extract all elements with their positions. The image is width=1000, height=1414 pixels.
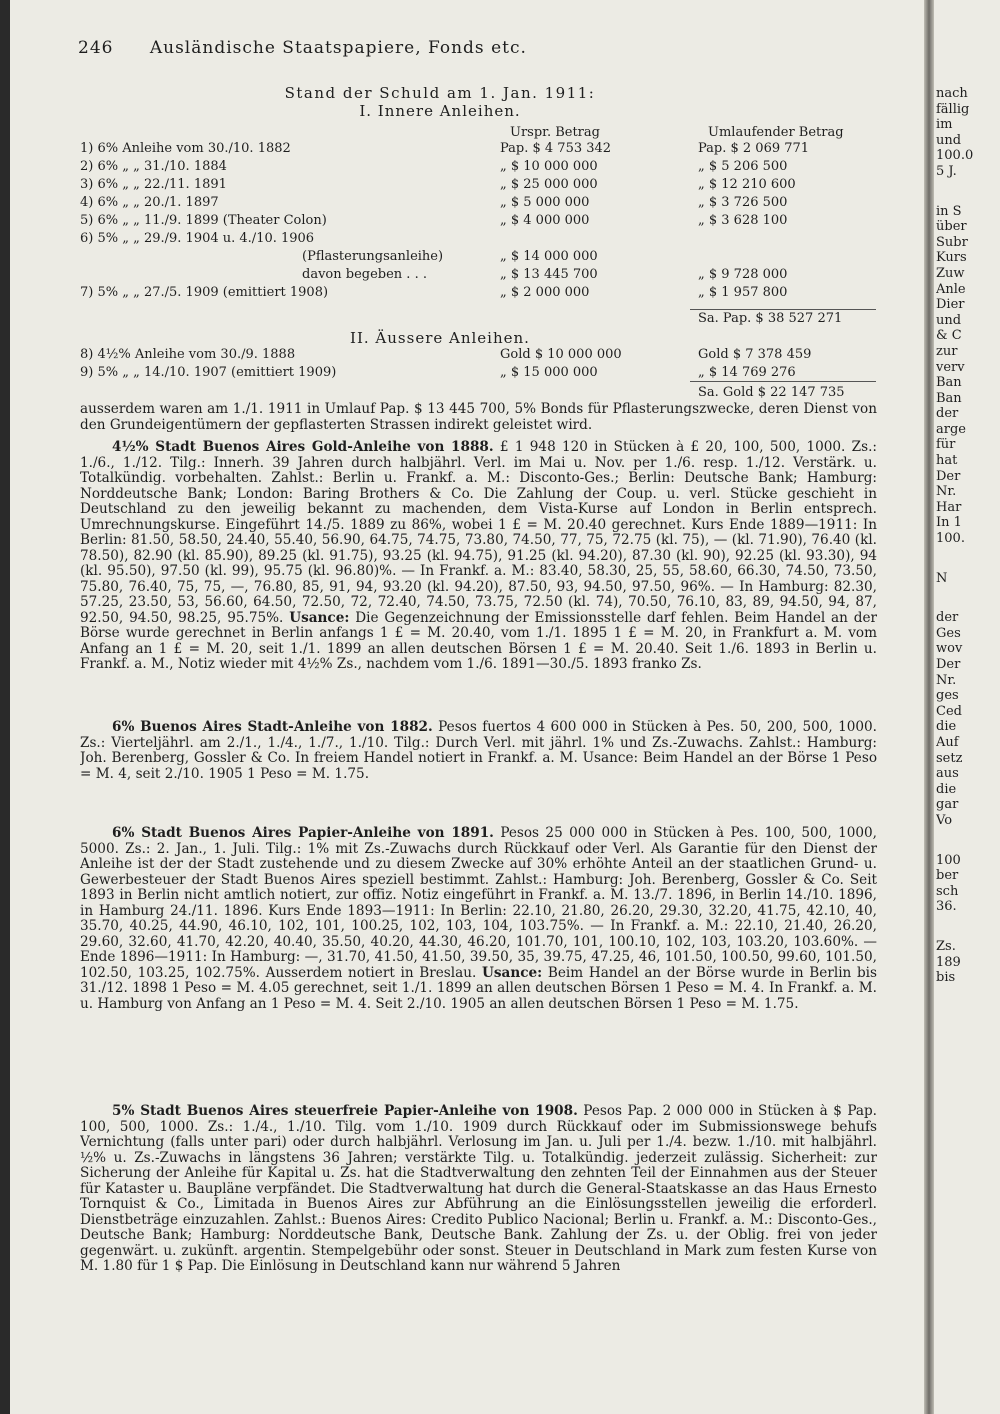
loan-description: 4) 6% „ „ 20./1. 1897 (80, 195, 219, 210)
loan-description: (Pflasterungsanleihe) (302, 249, 444, 264)
original-amount: „ $ 13 445 700 (500, 267, 598, 282)
usance-text: Die Gegenzeichnung der Emissionsstelle darf fehlen. Beim Handel an der Börse wurde gerechnet in Berlin anfangs 1 £ = M. 20.40, vom 1./1. 1895 1 £ = M. 20, in Frankfurt a. M. vom Anfang an 1 £ = M. 20, seit 1./1. 1899 an allen deutschen Börsen 1 £ = M. 20.40. Seit 1./6. 1893 in Berlin u. Frankf. a. M., Notiz wieder mit 4½% Zs., nachdem vom 1./6. 1891—30./5. 1893 franko Zs. (80, 609, 877, 672)
margin-fragment: Ban (936, 390, 962, 406)
margin-fragment: Nr. (936, 672, 957, 688)
margin-fragment: 36. (936, 899, 957, 915)
original-amount: „ $ 25 000 000 (500, 177, 598, 192)
margin-fragment: Subr (936, 234, 968, 250)
city-loan-1882-entry (80, 720, 877, 814)
margin-fragment: 100.0 (936, 148, 974, 164)
usance-text: Beim Handel an der Börse wurde in Berlin bis 31./12. 1898 1 Peso = M. 4.05 gerechnet, seit 1./1. 1899 an allen deutschen Börsen 1 Peso = M. 4. In Frankf. a. M. u. Hamburg von Anfang an 1 Peso = M. 4. Seit 2./10. 1905 an allen deutschen Börsen 1 Peso = M. 1.75. (80, 964, 877, 1012)
book-gutter (924, 0, 934, 1414)
usance-label: Usance: (289, 609, 350, 626)
margin-fragment: ges (936, 688, 959, 704)
margin-fragment: verv (936, 359, 965, 375)
sum-rule (690, 309, 876, 310)
section-outer-loans: II. Äussere Anleihen. (350, 329, 530, 347)
margin-fragment: aus (936, 766, 959, 782)
margin-fragment: die (936, 781, 957, 797)
margin-fragment: der (936, 406, 959, 422)
margin-fragment: und (936, 312, 962, 328)
gold-loan-1888-entry (80, 440, 877, 704)
margin-fragment: der (936, 610, 959, 626)
page-number: 246 (78, 38, 114, 58)
column-header-original: Urspr. Betrag (510, 125, 600, 140)
margin-fragment: die (936, 719, 957, 735)
margin-fragment: Zuw (936, 265, 965, 281)
margin-fragment: N (936, 570, 948, 586)
outstanding-amount: Pap. $ 2 069 771 (698, 141, 810, 156)
margin-fragment: über (936, 219, 967, 235)
loan-description: 1) 6% Anleihe vom 30./10. 1882 (80, 141, 291, 156)
debt-status-heading: Stand der Schuld am 1. Jan. 1911: (284, 84, 596, 102)
outstanding-amount: „ $ 3 628 100 (698, 213, 788, 228)
original-amount: „ $ 14 000 000 (500, 249, 598, 264)
margin-fragment (936, 180, 1000, 204)
margin-fragment: Anle (936, 281, 966, 297)
outstanding-amount: „ $ 3 726 500 (698, 195, 788, 210)
margin-fragment (936, 915, 1000, 939)
loan-description: 8) 4½% Anleihe vom 30./9. 1888 (80, 347, 296, 362)
margin-fragment: setz (936, 750, 963, 766)
margin-fragment: Zs. (936, 938, 956, 954)
margin-fragment: im (936, 117, 953, 133)
tax-free-loan-1908-entry (80, 1104, 877, 1368)
column-header-outstanding: Umlaufender Betrag (708, 125, 844, 140)
margin-fragment: 5 J. (936, 163, 957, 179)
outstanding-amount: „ $ 5 206 500 (698, 159, 788, 174)
sum-rule-2 (690, 381, 876, 382)
margin-fragment (936, 829, 1000, 853)
entry-text: Pesos 25 000 000 in Stücken à Pes. 100, 500, 1000, 5000. Zs.: 2. Jan., 1. Juli. Tilg.: 1% mit Zs.-Zuwachs durch Rückkauf oder Verl. Als Garantie für den Dienst der Anleihe ist der der Stadt zustehende und zu diesem Zwecke auf 30% erhöhte Anteil an der staatlichen Grund- u. Gewerbesteuer der Stadt Buenos Aires speziell bestimmt. Zahlst.: Hamburg: Joh. Berenberg, Gossler & Co. Seit 1893 in Berlin nicht amtlich notiert, zur offiz. Notiz eingeführt in Frankf. a. M. 13./7. 1896, in Berlin 14./10. 1896, in Hamburg 24./11. 1896. Kurs Ende 1893—1911: In Berlin: 22.10, 21.80, 26.20, 29.30, 32.20, 41.75, 42.10, 40, 35.70, 40.25, 44.90, 46.10, 102, 101, 100.25, 102, 103, 104, 103.75%. — In Frankf. a. M.: 22.10, 21.40, 26.20, 29.60, 32.60, 41.70, 42.20, 40.40, 35.50, 40.20, 44.30, 46.20, 101.70, 101, 100.10, 102, 103, 103.20, 103.60%. — Ende 1896—1911: In Hamburg: —, 31.70, 41.50, 41.50, 39.50, 35, 39.75, 47.25, 46, 101.50, 100.50, 99.60, 101.50, 102.50, 103.25, 102.75%. Ausserdem notiert in Breslau. (80, 826, 877, 981)
page-header (78, 38, 527, 58)
margin-fragment: in S (936, 203, 962, 219)
margin-fragment: wov (936, 641, 963, 657)
margin-fragment: Ban (936, 375, 962, 391)
scan-left-edge (0, 0, 10, 1414)
margin-fragment: & C (936, 328, 962, 344)
margin-fragment: Vo (936, 812, 953, 828)
margin-fragment: Ced (936, 703, 962, 719)
margin-fragment: nach (936, 86, 968, 101)
outer-sum: Sa. Gold $ 22 147 735 (698, 385, 845, 400)
outstanding-amount: „ $ 9 728 000 (698, 267, 788, 282)
entry-title: 5% Stadt Buenos Aires steuerfreie Papier-Anleihe von 1908. (112, 1104, 578, 1119)
margin-fragment: Nr. (936, 484, 957, 500)
margin-fragment: zur (936, 343, 958, 359)
usance-label: Usance: (482, 964, 543, 981)
entry-title: 6% Stadt Buenos Aires Papier-Anleihe von 1891. (112, 826, 494, 841)
margin-fragment: Har (936, 499, 962, 515)
margin-fragment: gar (936, 797, 959, 813)
margin-fragment: 189 (936, 954, 961, 970)
margin-fragment: Der (936, 468, 961, 484)
loan-description: 3) 6% „ „ 22./11. 1891 (80, 177, 227, 192)
margin-fragment (936, 547, 1000, 571)
margin-fragment: ber (936, 868, 959, 884)
margin-fragment: Kurs (936, 250, 967, 266)
ausserdem-paragraph: ausserdem waren am 1./1. 1911 in Umlauf Pap. $ 13 445 700, 5% Bonds für Pflasterungszwecke, deren Dienst von den Grundeigentümern der gepflasterten Strassen indirekt geleistet wird. (80, 402, 877, 433)
entry-text: £ 1 948 120 in Stücken à £ 20, 100, 500, 1000. Zs.: 1./6., 1./12. Tilg.: Innerh. 39 Jahren durch halbjährl. Verl. im Mai u. Nov. per 1./6. resp. 1./12. Verstärk. u. Totalkündig. vorbehalten. Zahlst.: Berlin u. Frankf. a. M.: Disconto-Ges.; Berlin: Deutsche Bank; Hamburg: Norddeutsche Bank; London: Baring Brothers & Co. Die Zahlung der Coup. u. verl. Stücke geschieht in Deutschland zu den jeweilig bekannt zu machenden, dem Vista-Kurse auf London in Berlin entsprech. Umrechnungskurse. Eingeführt 14./5. 1889 zu 86%, wobei 1 £ = M. 20.40 gerechnet. Kurs Ende 1889—1911: In Berlin: 81.50, 58.50, 24.40, 55.40, 56.90, 64.75, 74.75, 73.80, 74.50, 77, 75, 72.75 (kl. 75), — (kl. 71.90), 76.40 (kl. 78.50), 82.90 (kl. 85.90), 89.25 (kl. 91.75), 93.25 (kl. 94.75), 91.25 (kl. 94.20), 87.30 (kl. 90), 92.25 (kl. 93.30), 94 (kl. 95.50), 97.50 (kl. 99), 95.75 (kl. 96.80)%. — In Frankf. a. M.: 83.40, 58.30, 25, 55, 58.60, 66.30, 74.50, 73.50, 75.80, 76.40, 75, 75, —, 76.80, 85, 91, 94, 93.20 (kl. 94.20), 87.50, 93, 94.50, 97.50, 96%. — In Hamburg: 82.30, 57.25, 23.50, 53, 56.60, 64.50, 72.50, 72, 72.40, 74.50, 73.75, 72.50 (kl. 74), 70.50, 76.10, 83, 89, 94.50, 94, 87, 92.50, 94.50, 98.25, 95.75%. (80, 440, 877, 626)
loan-description: 2) 6% „ „ 31./10. 1884 (80, 159, 227, 174)
original-amount: Pap. $ 4 753 342 (500, 141, 612, 156)
margin-fragment: Der (936, 657, 961, 672)
loan-description: 5) 6% „ „ 11./9. 1899 (Theater Colon) (80, 213, 327, 228)
loan-description: 7) 5% „ „ 27./5. 1909 (emittiert 1908) (80, 285, 329, 300)
margin-fragment: In 1 (936, 515, 962, 531)
margin-fragment: fällig (936, 101, 970, 117)
margin-fragment: Ges (936, 625, 961, 641)
running-title: Ausländische Staatspapiere, Fonds etc. (149, 38, 527, 58)
original-amount: „ $ 5 000 000 (500, 195, 590, 210)
margin-fragment: sch (936, 883, 959, 899)
margin-fragment: Dier (936, 297, 965, 313)
entry-title: 4½% Stadt Buenos Aires Gold-Anleihe von 1888. (112, 440, 494, 455)
facing-page-margin-fragments (936, 86, 1000, 986)
original-amount: Gold $ 10 000 000 (500, 347, 622, 362)
margin-fragment: Auf (936, 734, 959, 750)
original-amount: „ $ 15 000 000 (500, 365, 598, 380)
outstanding-amount: Gold $ 7 378 459 (698, 347, 812, 362)
entry-text: Pesos fuertos 4 600 000 in Stücken à Pes. 50, 200, 500, 1000. Zs.: Vierteljährl. am 2./1., 1./4., 1./7., 1./10. Tilg.: Durch Verl. mit jährl. 1% und Zs.-Zuwachs. Zahlst.: Hamburg: Joh. Berenberg, Gossler & Co. In freiem Handel notiert in Frankf. a. M. Usance: Beim Handel an der Börse 1 Peso = M. 4, seit 2./10. 1905 1 Peso = M. 1.75. (80, 720, 877, 782)
loan-description: 9) 5% „ „ 14./10. 1907 (emittiert 1909) (80, 365, 337, 380)
section-inner-loans: I. Innere Anleihen. (359, 102, 521, 120)
margin-fragment: 100. (936, 531, 965, 547)
original-amount: „ $ 2 000 000 (500, 285, 590, 300)
margin-fragment (936, 586, 1000, 610)
original-amount: „ $ 10 000 000 (500, 159, 598, 174)
margin-fragment: für (936, 437, 956, 453)
margin-fragment: 100 (936, 852, 961, 868)
entry-title: 6% Buenos Aires Stadt-Anleihe von 1882. (112, 720, 433, 735)
margin-fragment: hat (936, 453, 958, 469)
original-amount: „ $ 4 000 000 (500, 213, 590, 228)
margin-fragment: arge (936, 421, 966, 437)
paper-loan-1891-entry (80, 826, 877, 1090)
outstanding-amount: „ $ 1 957 800 (698, 285, 788, 300)
entry-text: Pesos Pap. 2 000 000 in Stücken à $ Pap. 100, 500, 1000. Zs.: 1./4., 1./10. Tilg. vom 1./10. 1909 durch Rückkauf oder im Submissionswege behufs Vernichtung (falls unter pari) oder durch halbjährl. Verlosung im Jan. u. Juli per 1./4. bezw. 1./10. mit halbjährl. ½% u. Zs.-Zuwachs in längstens 36 Jahren; verstärkte Tilg. u. Totalkündig. jederzeit zulässig. Sicherheit: zur Sicherung der Anleihe für Kapital u. Zs. hat die Stadtverwaltung den zehnten Teil der Einnahmen aus der Steuer für Kataster u. Baupläne verpfändet. Die Stadtverwaltung hat durch die General-Staatskasse an das Haus Ernesto Tornquist & Co., Limitada in Buenos Aires zur Abführung an die Einlösungsstellen jeweilig die erforderl. Dienstbeträge einzuzahlen. Zahlst.: Buenos Aires: Credito Publico Nacional; Berlin u. Frankf. a. M.: Disconto-Ges., Deutsche Bank; Hamburg: Norddeutsche Bank, Deutsche Bank. Zahlung der Zs. u. der Oblig. frei von jeder gegenwärt. u. zukünft. argentin. Stempelgebühr oder sonst. Steuer in Deutschland in Mark zum festen Kurse von M. 1.80 für 1 $ Pap. Die Einlösung in Deutschland kann nur während 5 Jahren (80, 1104, 877, 1274)
margin-fragment: bis (936, 970, 956, 986)
margin-fragment: und (936, 132, 962, 148)
loan-description: 6) 5% „ „ 29./9. 1904 u. 4./10. 1906 (80, 231, 315, 246)
loan-description: davon begeben . . . (302, 267, 427, 282)
outstanding-amount: „ $ 14 769 276 (698, 365, 796, 380)
inner-sum: Sa. Pap. $ 38 527 271 (698, 311, 843, 326)
outstanding-amount: „ $ 12 210 600 (698, 177, 796, 192)
